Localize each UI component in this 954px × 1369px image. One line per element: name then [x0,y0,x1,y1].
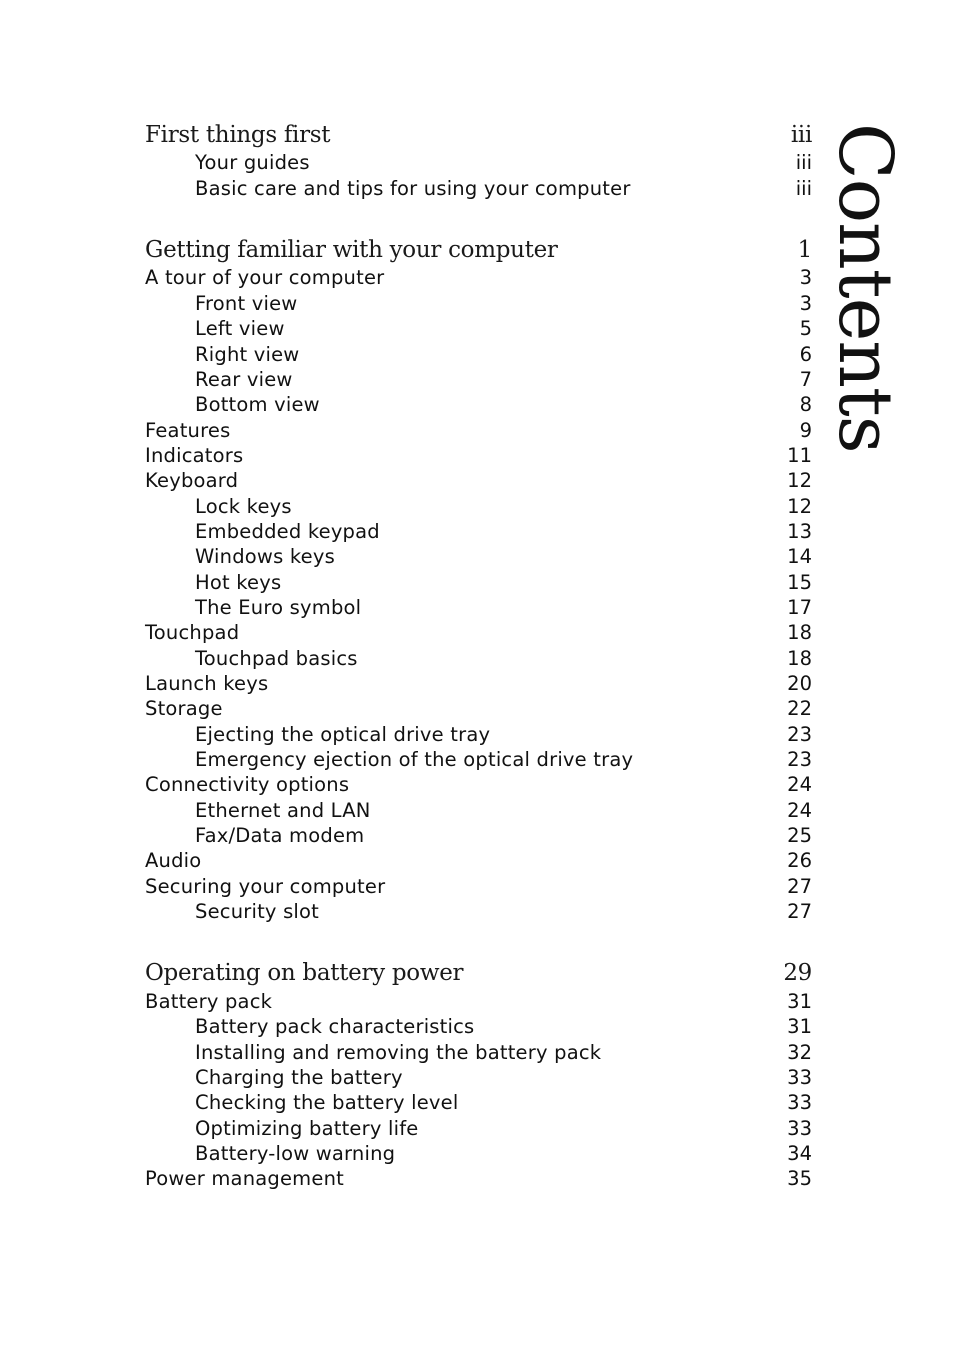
toc-entry-page-number: 22 [787,697,812,720]
toc-entry[interactable] [0,1141,954,1167]
toc-entry-page-number: 17 [787,596,812,619]
toc-entry[interactable] [0,443,954,469]
toc-entry-title: Hot keys [195,571,282,594]
toc-entry-page-number: 24 [787,773,812,796]
toc-entry-title: Launch keys [145,672,269,695]
toc-entry-page-number: 32 [787,1041,812,1064]
toc-entry-page-number: 18 [787,647,812,670]
toc-entry[interactable] [0,367,954,393]
toc-entry-page-number: 25 [787,824,812,847]
toc-entry[interactable] [0,544,954,570]
toc-entry-page-number: 24 [787,799,812,822]
toc-entry-title: Indicators [145,444,244,467]
toc-entry-title: Security slot [195,900,320,923]
toc-entry[interactable] [0,595,954,621]
toc-entry-page-number: 5 [799,317,812,340]
toc-entry-page-number: 31 [787,1015,812,1038]
toc-entry[interactable] [0,265,954,291]
toc-entry-page-number: 20 [787,672,812,695]
toc-entry-page-number: iii [795,177,812,200]
toc-entry-title: Embedded keypad [195,520,380,543]
toc-entry[interactable] [0,848,954,874]
toc-entry-title: Battery pack characteristics [195,1015,475,1038]
toc-entry-page-number: 11 [787,444,812,467]
toc-entry-page-number: 31 [787,990,812,1013]
toc-entry-page-number: 33 [787,1066,812,1089]
toc-entry[interactable] [0,1014,954,1040]
toc-entry-title: Checking the battery level [195,1091,459,1114]
toc-entry-title: Securing your computer [145,875,386,898]
toc-entry-title: Right view [195,343,300,366]
toc-entry-title: Battery-low warning [195,1142,396,1165]
toc-entry-page-number: 1 [797,237,812,263]
toc-entry-page-number: 12 [787,495,812,518]
toc-entry-title: Operating on battery power [145,960,464,986]
toc-entry[interactable] [0,989,954,1015]
toc-entry[interactable] [0,960,954,986]
toc-entry-title: Power management [145,1167,344,1190]
toc-entry[interactable] [0,874,954,900]
toc-entry[interactable] [0,291,954,317]
toc-entry[interactable] [0,519,954,545]
toc-entry-page-number: 34 [787,1142,812,1165]
contents-side-title: Contents [822,123,908,453]
toc-entry-title: Audio [145,849,202,872]
toc-entry-title: The Euro symbol [195,596,362,619]
toc-entry-page-number: 6 [799,343,812,366]
toc-entry[interactable] [0,1090,954,1116]
toc-entry[interactable] [0,150,954,176]
toc-entry-title: Connectivity options [145,773,350,796]
toc-entry[interactable] [0,494,954,520]
toc-entry-page-number: 27 [787,875,812,898]
toc-entry-page-number: 23 [787,748,812,771]
toc-entry-title: First things first [145,122,331,148]
toc-entry-title: Features [145,419,231,442]
toc-entry-title: Emergency ejection of the optical drive tray [195,748,634,771]
toc-entry[interactable] [0,392,954,418]
toc-entry-page-number: 8 [799,393,812,416]
toc-entry-page-number: 3 [799,266,812,289]
toc-entry[interactable] [0,1166,954,1192]
toc-entry-page-number: 23 [787,723,812,746]
toc-entry-page-number: 12 [787,469,812,492]
toc-entry-page-number: 3 [799,292,812,315]
toc-entry-page-number: 15 [787,571,812,594]
toc-entry-title: Charging the battery [195,1066,403,1089]
toc-entry-title: Ethernet and LAN [195,799,371,822]
toc-entry-page-number: 14 [787,545,812,568]
toc-entry[interactable] [0,176,954,202]
toc-entry-title: Windows keys [195,545,335,568]
toc-entry[interactable] [0,1065,954,1091]
toc-entry[interactable] [0,798,954,824]
toc-entry[interactable] [0,1040,954,1066]
toc-entry-title: A tour of your computer [145,266,385,289]
toc-entry[interactable] [0,823,954,849]
toc-entry[interactable] [0,1116,954,1142]
toc-entry[interactable] [0,696,954,722]
toc-entry-title: Basic care and tips for using your computer [195,177,631,200]
toc-entry[interactable] [0,772,954,798]
toc-entry[interactable] [0,899,954,925]
toc-entry-page-number: iii [795,151,812,174]
toc-entry[interactable] [0,570,954,596]
toc-entry-title: Front view [195,292,298,315]
toc-entry[interactable] [0,342,954,368]
toc-entry-title: Your guides [195,151,310,174]
toc-entry[interactable] [0,122,954,148]
toc-entry-page-number: 18 [787,621,812,644]
toc-entry-page-number: iii [790,122,812,148]
toc-entry-page-number: 26 [787,849,812,872]
toc-entry[interactable] [0,671,954,697]
toc-entry-page-number: 33 [787,1117,812,1140]
toc-entry-page-number: 35 [787,1167,812,1190]
toc-entry-title: Battery pack [145,990,273,1013]
toc-entry[interactable] [0,747,954,773]
toc-entry-page-number: 13 [787,520,812,543]
toc-entry-title: Bottom view [195,393,320,416]
toc-entry-title: Installing and removing the battery pack [195,1041,602,1064]
toc-entry[interactable] [0,620,954,646]
toc-entry[interactable] [0,237,954,263]
toc-entry-title: Left view [195,317,285,340]
toc-entry-title: Rear view [195,368,293,391]
toc-entry-page-number: 33 [787,1091,812,1114]
toc-entry-title: Lock keys [195,495,292,518]
toc-entry-title: Touchpad basics [195,647,358,670]
toc-entry[interactable] [0,468,954,494]
toc-entry-title: Optimizing battery life [195,1117,419,1140]
toc-entry-title: Keyboard [145,469,239,492]
toc-entry[interactable] [0,646,954,672]
toc-entry-page-number: 9 [799,419,812,442]
toc-entry[interactable] [0,722,954,748]
toc-entry-page-number: 27 [787,900,812,923]
toc-entry[interactable] [0,316,954,342]
toc-entry-page-number: 7 [799,368,812,391]
toc-entry-title: Fax/Data modem [195,824,365,847]
toc-entry-title: Ejecting the optical drive tray [195,723,491,746]
toc-entry-title: Getting familiar with your computer [145,237,558,263]
toc-entry-page-number: 29 [783,960,812,986]
toc-entry-title: Touchpad [145,621,240,644]
toc-entry[interactable] [0,418,954,444]
toc-entry-title: Storage [145,697,223,720]
